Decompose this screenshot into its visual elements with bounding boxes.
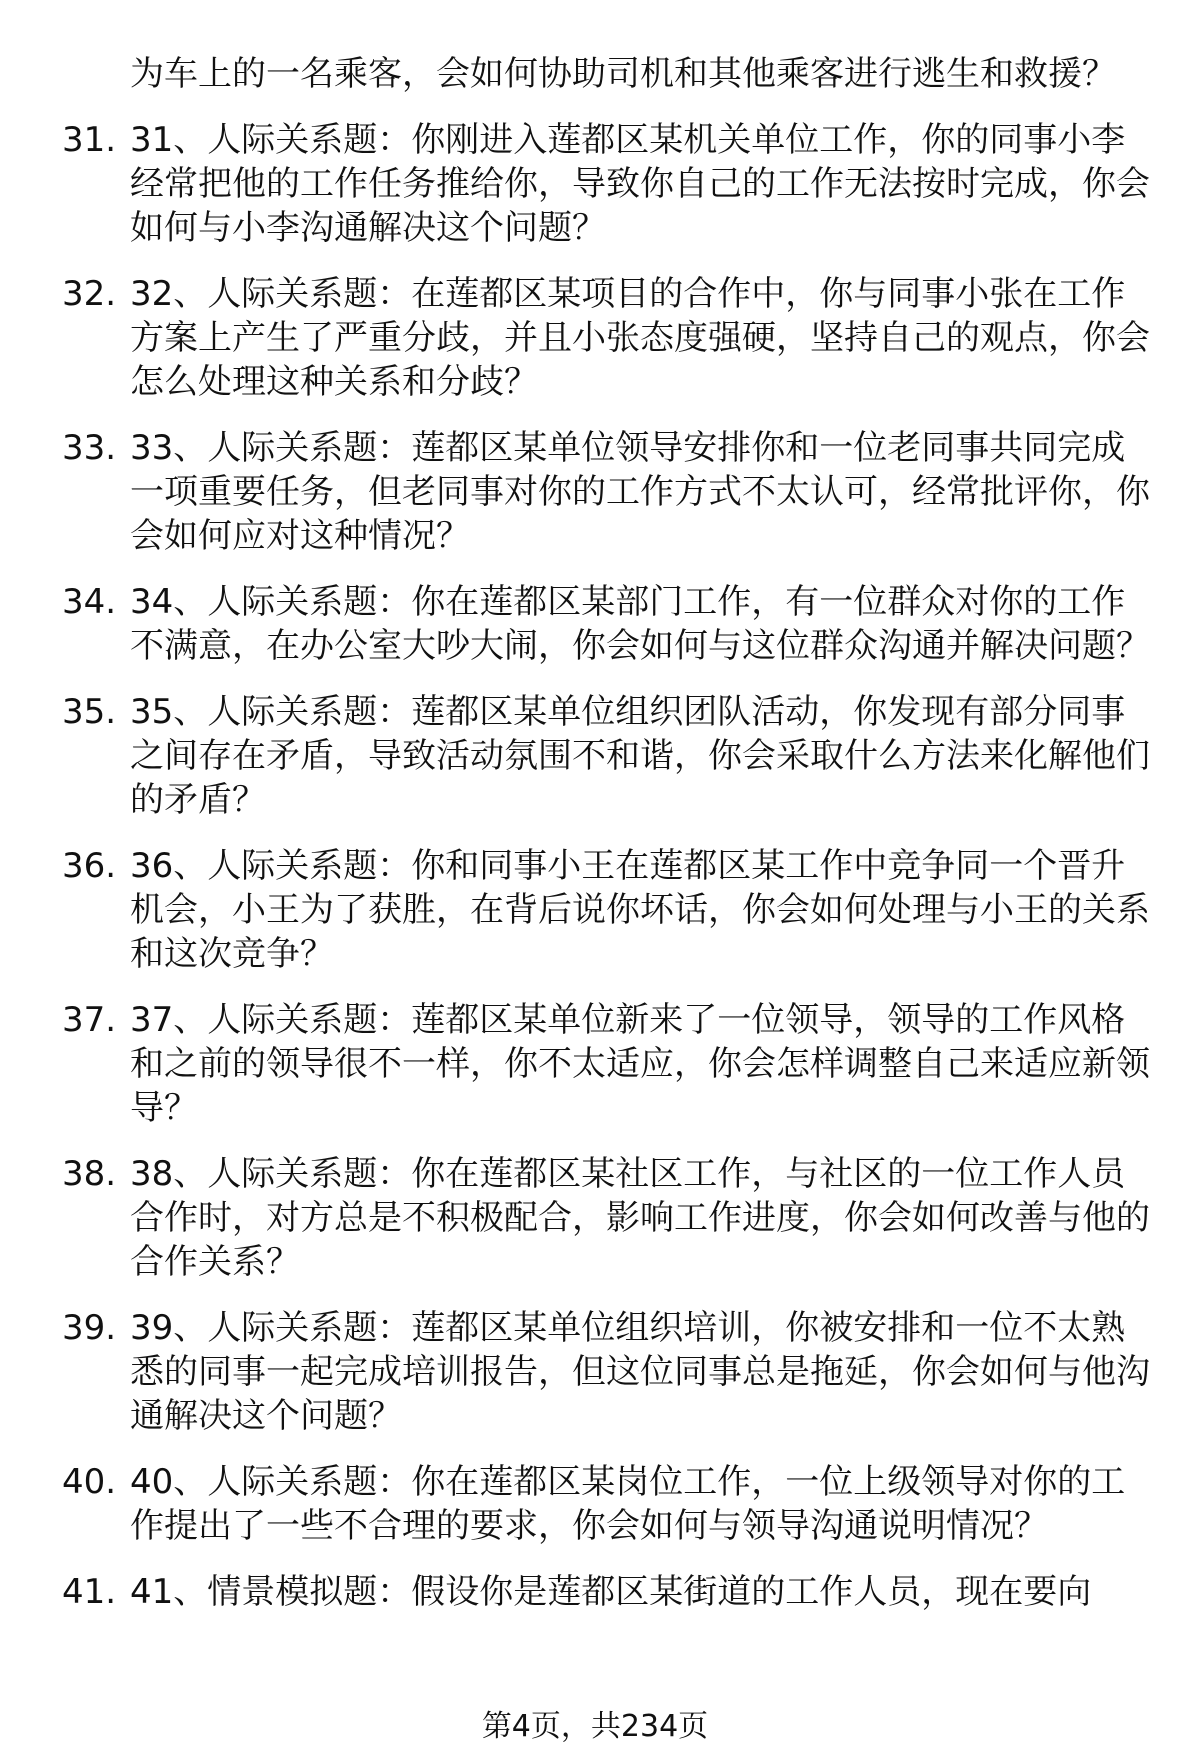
question-number: 39. bbox=[62, 1308, 117, 1348]
question-text: 37、人际关系题：莲都区某单位新来了一位领导，领导的工作风格和之前的领导很不一样，你不太适应，你会怎样调整自己来适应新领导？ bbox=[130, 1000, 1150, 1128]
page-footer: 第4页，共234页 bbox=[481, 1709, 709, 1744]
question-number: 37. bbox=[62, 1000, 117, 1040]
question-text: 36、人际关系题：你和同事小王在莲都区某工作中竞争同一个晋升机会，小王为了获胜，在背后说你坏话，你会如何处理与小王的关系和这次竞争？ bbox=[130, 846, 1150, 974]
question-text: 40、人际关系题：你在莲都区某岗位工作，一位上级领导对你的工作提出了一些不合理的要求，你会如何与领导沟通说明情况？ bbox=[130, 1462, 1126, 1546]
list-item bbox=[0, 844, 1190, 976]
question-number: 33. bbox=[62, 428, 117, 468]
question-text: 39、人际关系题：莲都区某单位组织培训，你被安排和一位不太熟悉的同事一起完成培训报告，但这位同事总是拖延，你会如何与他沟通解决这个问题？ bbox=[130, 1308, 1150, 1436]
question-list bbox=[0, 118, 1190, 1614]
question-text: 38、人际关系题：你在莲都区某社区工作，与社区的一位工作人员合作时，对方总是不积极配合，影响工作进度，你会如何改善与他的合作关系？ bbox=[130, 1154, 1150, 1282]
question-number: 41. bbox=[62, 1572, 117, 1612]
question-number: 35. bbox=[62, 692, 117, 732]
list-item bbox=[0, 580, 1190, 668]
list-item bbox=[0, 690, 1190, 822]
question-text: 35、人际关系题：莲都区某单位组织团队活动，你发现有部分同事之间存在矛盾，导致活动氛围不和谐，你会采取什么方法来化解他们的矛盾？ bbox=[130, 692, 1150, 820]
list-item bbox=[0, 1460, 1190, 1548]
question-number: 31. bbox=[62, 120, 117, 160]
question-number: 40. bbox=[62, 1462, 117, 1502]
question-number: 34. bbox=[62, 582, 117, 622]
question-number: 32. bbox=[62, 274, 117, 314]
list-item bbox=[0, 1152, 1190, 1284]
question-text: 41、情景模拟题：假设你是莲都区某街道的工作人员，现在要向 bbox=[130, 1572, 1092, 1612]
question-text: 34、人际关系题：你在莲都区某部门工作，有一位群众对你的工作不满意，在办公室大吵大闹，你会如何与这位群众沟通并解决问题？ bbox=[130, 582, 1150, 666]
list-item bbox=[0, 998, 1190, 1130]
question-text: 33、人际关系题：莲都区某单位领导安排你和一位老同事共同完成一项重要任务，但老同事对你的工作方式不太认可，经常批评你，你会如何应对这种情况？ bbox=[130, 428, 1150, 556]
question-number: 36. bbox=[62, 846, 117, 886]
list-item bbox=[0, 1306, 1190, 1438]
list-item bbox=[0, 426, 1190, 558]
list-item bbox=[0, 1570, 1190, 1614]
question-number: 38. bbox=[62, 1154, 117, 1194]
continued-paragraph: 为车上的一名乘客，会如何协助司机和其他乘客进行逃生和救援？ bbox=[130, 54, 1116, 94]
question-text: 31、人际关系题：你刚进入莲都区某机关单位工作，你的同事小李经常把他的工作任务推给你，导致你自己的工作无法按时完成，你会如何与小李沟通解决这个问题？ bbox=[130, 120, 1150, 248]
question-text: 32、人际关系题：在莲都区某项目的合作中，你与同事小张在工作方案上产生了严重分歧，并且小张态度强硬，坚持自己的观点，你会怎么处理这种关系和分歧？ bbox=[130, 274, 1150, 402]
list-item bbox=[0, 272, 1190, 404]
list-item bbox=[0, 118, 1190, 250]
page-content bbox=[0, 52, 1190, 1636]
